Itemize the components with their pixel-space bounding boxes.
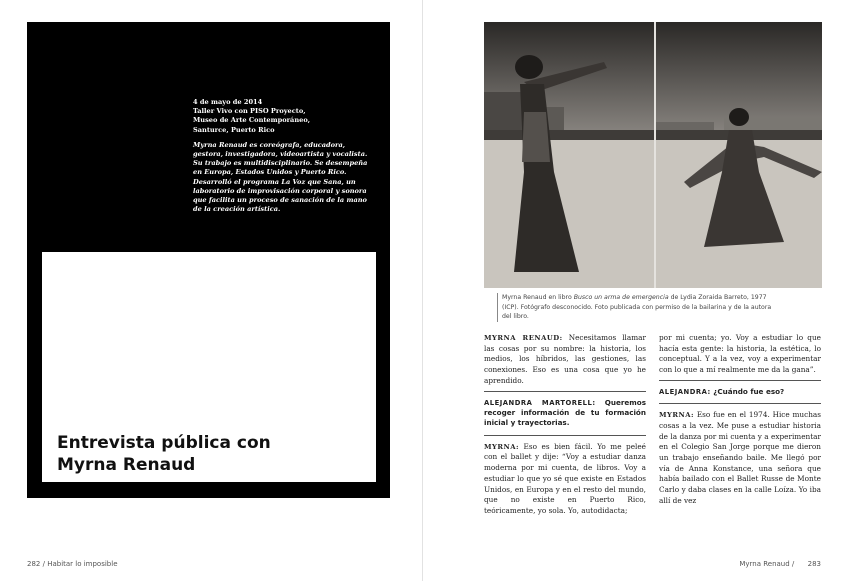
event-date: 4 de mayo de 2014 [193, 98, 263, 106]
paragraph-text: Necesitamos llamar las cosas por su nombre: la historia, los medios, los híbridos, las gestiones, las conexiones. Eso es una cosa que yo he aprendido. [484, 333, 646, 385]
photo-illustration [484, 22, 822, 288]
photo-caption [497, 293, 782, 322]
divider [659, 380, 821, 381]
dancer-photo [484, 22, 822, 288]
question-text: ¿Cuándo fue eso? [710, 386, 785, 396]
chapter-title [57, 432, 357, 476]
page-number: 282 [27, 560, 41, 568]
photo-gutter [654, 22, 656, 288]
paragraph-text: por mi cuenta; yo. Voy a estudiar lo que hacía esta gente: la historia, la estética, lo conceptual. Y a la vez, voy a experimentar con lo que a mí realmente me da la gana”. [659, 333, 821, 375]
question [484, 398, 646, 429]
left-footer [27, 560, 118, 568]
caption-prefix: Myrna Renaud en libro [502, 294, 574, 301]
chapter-title-line: Myrna Renaud [57, 455, 196, 475]
speaker-label: MYRNA: [484, 442, 520, 451]
divider [484, 391, 646, 392]
paragraph [659, 410, 821, 506]
page-number: 283 [807, 560, 821, 568]
paragraph-text: Eso fue en el 1974. Hice muchas cosas a la vez. Me puse a estudiar historia de la danza por mi cuenta y a experimentar en el Colegio San Jorge porque me dieron un trabajo enseñando baile. Me llegó por vía de Anna Konstance, una señora que había bailado con el Ballet Russe de Monte Carlo y daba clases en la calle Loíza. Yo iba allí de vez [659, 410, 821, 505]
right-footer [739, 560, 821, 568]
speaker-label: ALEJANDRA: [659, 387, 711, 396]
chapter-title-line: Entrevista pública con [57, 433, 271, 453]
speaker-label: ALEJANDRA MARTORELL: [484, 398, 596, 407]
question [659, 387, 821, 397]
paragraph [484, 333, 646, 387]
text-column-left [484, 333, 646, 517]
bio-text: Myrna Renaud es coreógrafa, educadora, gestora, investigadora, videoartista y vocalista. Su trabajo es multidisciplinario. Se desempeña en Europa, Estados Unidos y Puerto Rico. Desarrolló el programa La Voz que Sana, un laboratorio de improvisación corporal y sonora que facilita un proceso de sanación de la mano de la creación artística. [193, 140, 368, 214]
event-line: Taller Vivo con PISO Proyecto, [193, 107, 306, 116]
speaker-label: MYRNA RENAUD: [484, 334, 563, 342]
caption-book-title: Busco un arma de emergencia [573, 294, 669, 301]
event-info [193, 98, 373, 214]
running-head: Myrna Renaud / [739, 560, 795, 568]
speaker-label: MYRNA: [659, 411, 695, 420]
event-line: Museo de Arte Contemporáneo, [193, 116, 311, 125]
question-text: Queremos recoger información de tu formación inicial y trayectorias. [484, 397, 647, 428]
paragraph [659, 333, 821, 376]
divider [659, 403, 821, 404]
caption-suffix: de Lydia Zoraida Barreto, 1977 (ICP). Fotógrafo desconocido. Foto publicada con permiso de la bailarina y de la autora del libro. [502, 294, 772, 320]
event-line: Santurce, Puerto Rico [193, 125, 275, 134]
paragraph [484, 442, 646, 517]
text-column-right [659, 333, 821, 507]
running-head: / Habitar lo imposible [42, 560, 118, 568]
divider [484, 435, 646, 436]
paragraph-text: Eso es bien fácil. Yo me peleé con el ballet y dije: “Voy a estudiar danza moderna por mi cuenta, de libros. Voy a estudiar lo que yo sé que existe en Estados Unidos, en Europa y en el resto del mundo, que no existe en Puerto Rico, teóricamente, yo sola. Yo, autodidacta; [484, 441, 646, 515]
